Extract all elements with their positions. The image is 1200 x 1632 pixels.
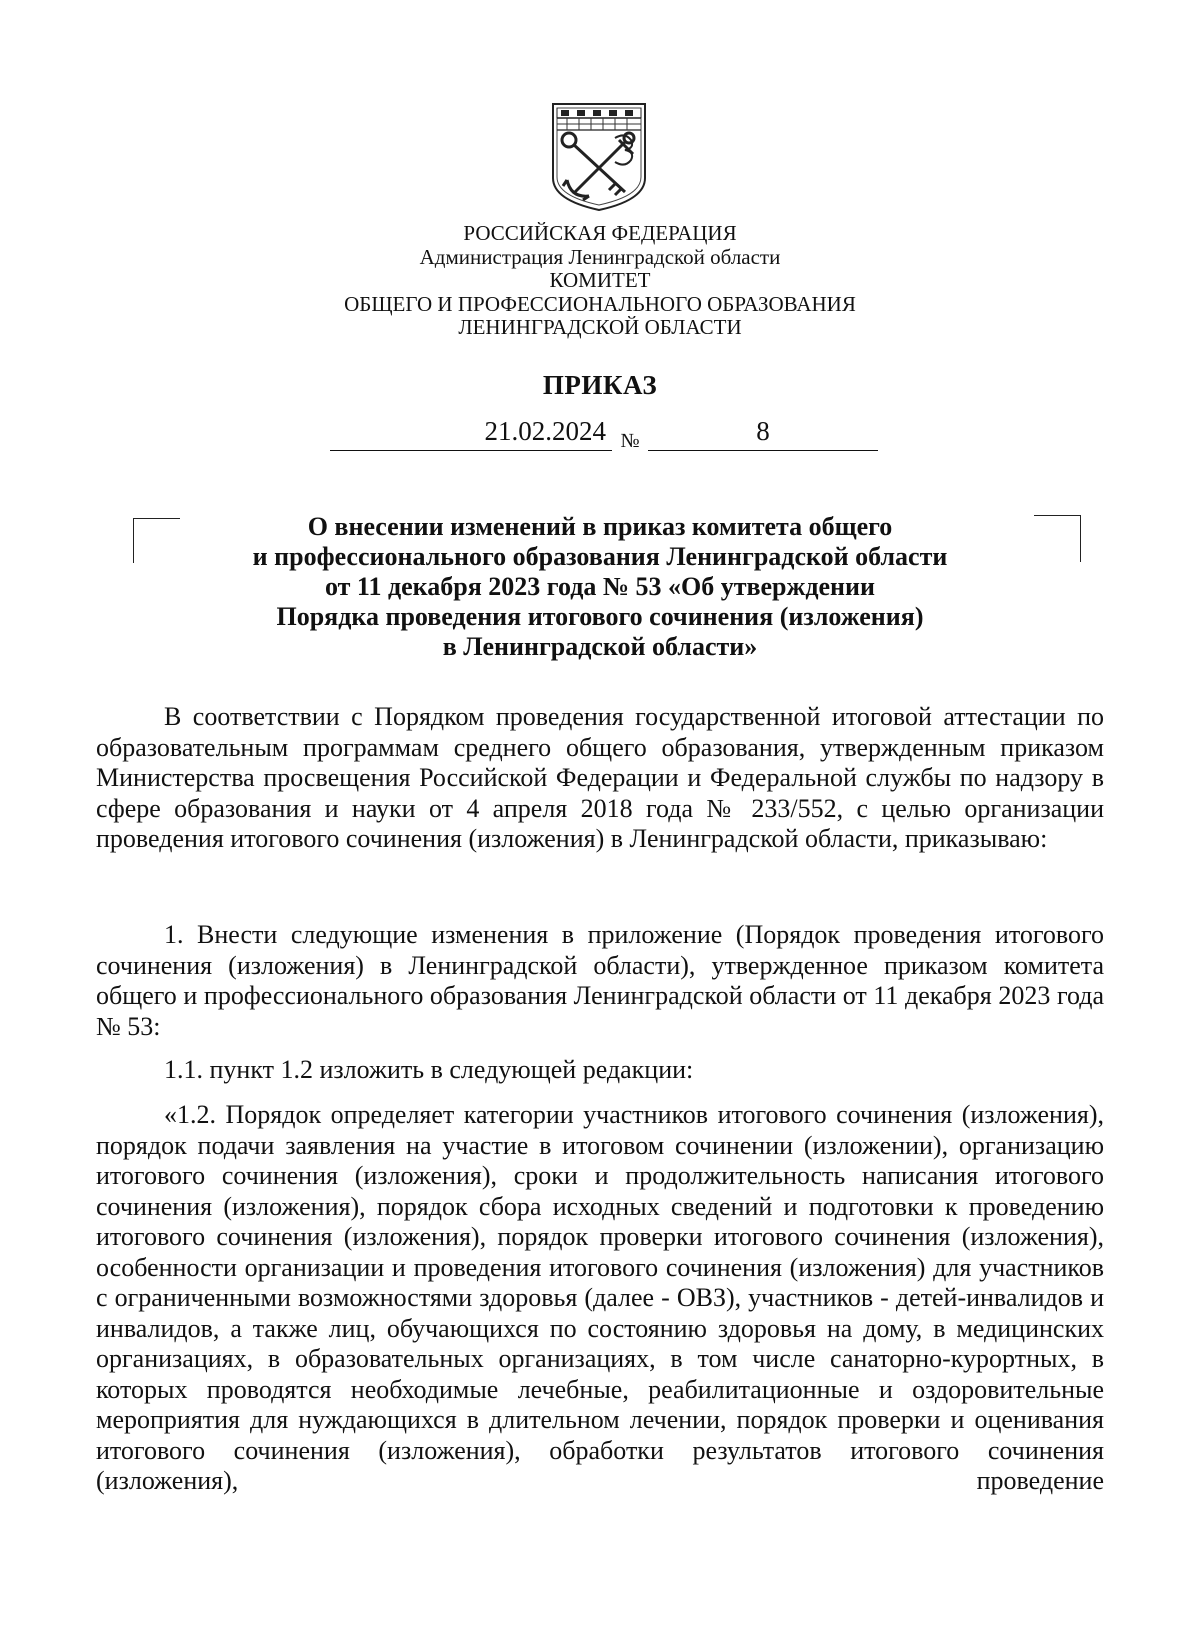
- item-1-paragraph: 1. Внести следующие изменения в приложение (Порядок проведения итогового сочинения (изложения) в Ленинградской области), утвержденное приказом комитета общего и профессионального образования Ленинградской области от 11 декабря 2023 года № 53:: [96, 920, 1104, 1041]
- title-line: в Ленинградской области»: [442, 632, 758, 661]
- header-committee: КОМИТЕТ: [549, 268, 651, 292]
- item-1-2-paragraph: «1.2. Порядок определяет категории участников итогового сочинения (изложения), порядок подачи заявления на участие в итоговом сочинении (изложении), организацию итогового сочинения (изложения), сроки и продолжительность написания итогового сочинения (изложения), порядок сбора исходных сведений и подготовки к проведению итогового сочинения (изложения), порядок проверки итогового сочинения (изложения), особенности организации и проведения итогового сочинения (изложения) для участников с ограниченными возможностями здоровья (далее - ОВЗ), участников - детей-инвалидов и инвалидов, а также лиц, обучающихся по состоянию здоровья на дому, в медицинских организациях, в образовательных организациях, в том числе санаторно-курортных, в которых проводятся необходимые лечебные, реабилитационные и оздоровительные мероприятия для нуждающихся в длительном лечении, порядок проверки и оценивания итогового сочинения (изложения), обработки результатов итогового сочинения (изложения), проведение: [96, 1100, 1104, 1495]
- title-line: О внесении изменений в приказ комитета общего: [307, 512, 893, 541]
- title-bracket-right: [1034, 515, 1081, 562]
- coat-of-arms-emblem: [545, 100, 653, 212]
- number-underline: [648, 450, 878, 451]
- date-underline: [330, 450, 612, 451]
- document-date: 21.02.2024: [484, 416, 606, 446]
- title-line: и профессионального образования Ленинградской области: [252, 542, 948, 571]
- header-committee-name: ОБЩЕГО И ПРОФЕССИОНАЛЬНОГО ОБРАЗОВАНИЯ: [344, 291, 856, 316]
- document-title: [190, 512, 1010, 662]
- organization-header: [300, 222, 900, 340]
- title-bracket-left: [133, 518, 180, 563]
- item-1-1-paragraph: 1.1. пункт 1.2 изложить в следующей редакции:: [164, 1055, 694, 1084]
- header-administration: Администрация Ленинградской области: [419, 244, 781, 269]
- header-country: РОССИЙСКАЯ ФЕДЕРАЦИЯ: [463, 221, 737, 245]
- preamble-paragraph: В соответствии с Порядком проведения государственной итоговой аттестации по образовательным программам среднего общего образования, утвержденным приказом Министерства просвещения Российской Федерации и Федеральной службы по надзору в сфере образования и науки от 4 апреля 2018 года № 233/552, с целью организации проведения итогового сочинения (изложения) в Ленинградской области, приказываю:: [96, 702, 1104, 853]
- date-number-line: [330, 412, 870, 452]
- title-line: от 11 декабря 2023 года № 53 «Об утверждении: [324, 572, 875, 601]
- document-number: 8: [756, 416, 770, 446]
- header-region: ЛЕНИНГРАДСКОЙ ОБЛАСТИ: [458, 315, 742, 339]
- number-sign: №: [620, 430, 640, 452]
- document-type-heading: ПРИКАЗ: [542, 370, 658, 400]
- title-line: Порядка проведения итогового сочинения (изложения): [276, 602, 924, 631]
